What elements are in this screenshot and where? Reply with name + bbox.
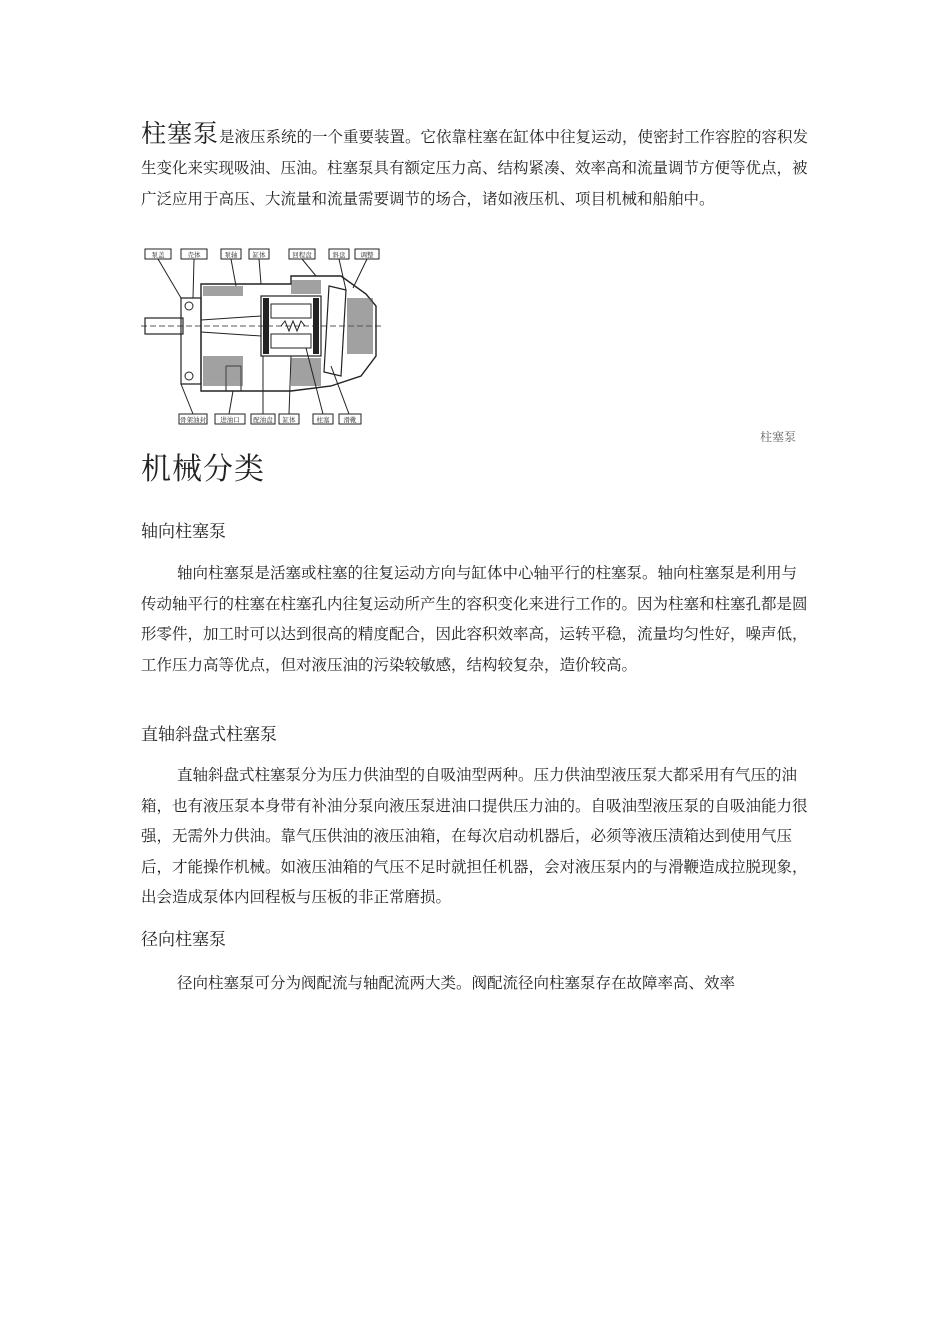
paragraph-swash-plate: 直轴斜盘式柱塞泵分为压力供油型的自吸油型两种。压力供油型液压泵大都采用有气压的油箱，也有液压泵本身带有补油分泵向液压泵进油口提供压力油的。自吸油型液压泵的自吸油能力很强，无需外力供油。靠气压供油的液压油箱，在每次启动机器后，必须等液压渍箱达到使用气压后，才能操作机械。如液压油箱的气压不足时就担任机器，会对液压泵内的与滑鞭造成拉脱现象，出会造成泵体内回程板与压板的非正常磨损。 <box>141 766 808 906</box>
top-label-6: 调整 <box>360 251 374 259</box>
bottom-label-5: 滑靴 <box>343 416 357 424</box>
bottom-label-2: 配油盘 <box>253 416 273 424</box>
pump-cross-section <box>141 246 383 428</box>
heading-radial: 径向柱塞泵 <box>141 930 226 950</box>
bottom-label-0: 骨架油封 <box>180 416 206 424</box>
top-label-0: 泵盖 <box>151 251 165 259</box>
top-label-5: 斜盘 <box>332 251 346 259</box>
figure-caption: 柱塞泵 <box>760 430 797 444</box>
bottom-label-3: 缸体 <box>282 416 296 424</box>
top-label-2: 泵轴 <box>224 251 238 259</box>
plunger-pump-diagram <box>141 246 383 428</box>
top-label-3: 缸体 <box>252 251 266 259</box>
bottom-label-4: 柱塞 <box>316 416 330 424</box>
top-label-1: 壳体 <box>187 251 201 259</box>
intro-text: 是液压系统的一个重要装置。它依靠柱塞在缸体中往复运动，使密封工作容腔的容积发生变化来实现吸油、压油。柱塞泵具有额定压力高、结构紧凑、效率高和流量调节方便等优点，被广泛应用于高压、大流量和流量需要调节的场合，诸如液压机、项目机械和船舶中。 <box>141 128 809 208</box>
paragraph-radial: 径向柱塞泵可分为阀配流与轴配流两大类。阀配流径向柱塞泵存在故障率高、效率 <box>177 974 736 992</box>
heading-swash-plate: 直轴斜盘式柱塞泵 <box>141 725 277 745</box>
bottom-label-1: 进油口 <box>220 416 240 424</box>
intro-paragraph <box>141 118 809 215</box>
paragraph-axial: 轴向柱塞泵是活塞或柱塞的往复运动方向与缸体中心轴平行的柱塞泵。轴向柱塞泵是利用与传动轴平行的柱塞在柱塞孔内往复运动所产生的容积变化来进行工作的。因为柱塞和柱塞孔都是圆形零件，加工时可以达到很高的精度配合，因此容积效率高，运转平稳，流量均匀性好，噪声低，工作压力高等优点，但对液压油的污染较敏感，结构较复杂，造价较高。 <box>141 564 808 674</box>
main-heading: 机械分类 <box>141 452 265 487</box>
heading-axial: 轴向柱塞泵 <box>141 522 226 542</box>
top-label-4: 回程盘 <box>292 251 312 259</box>
intro-lead-term: 柱塞泵 <box>141 119 220 148</box>
